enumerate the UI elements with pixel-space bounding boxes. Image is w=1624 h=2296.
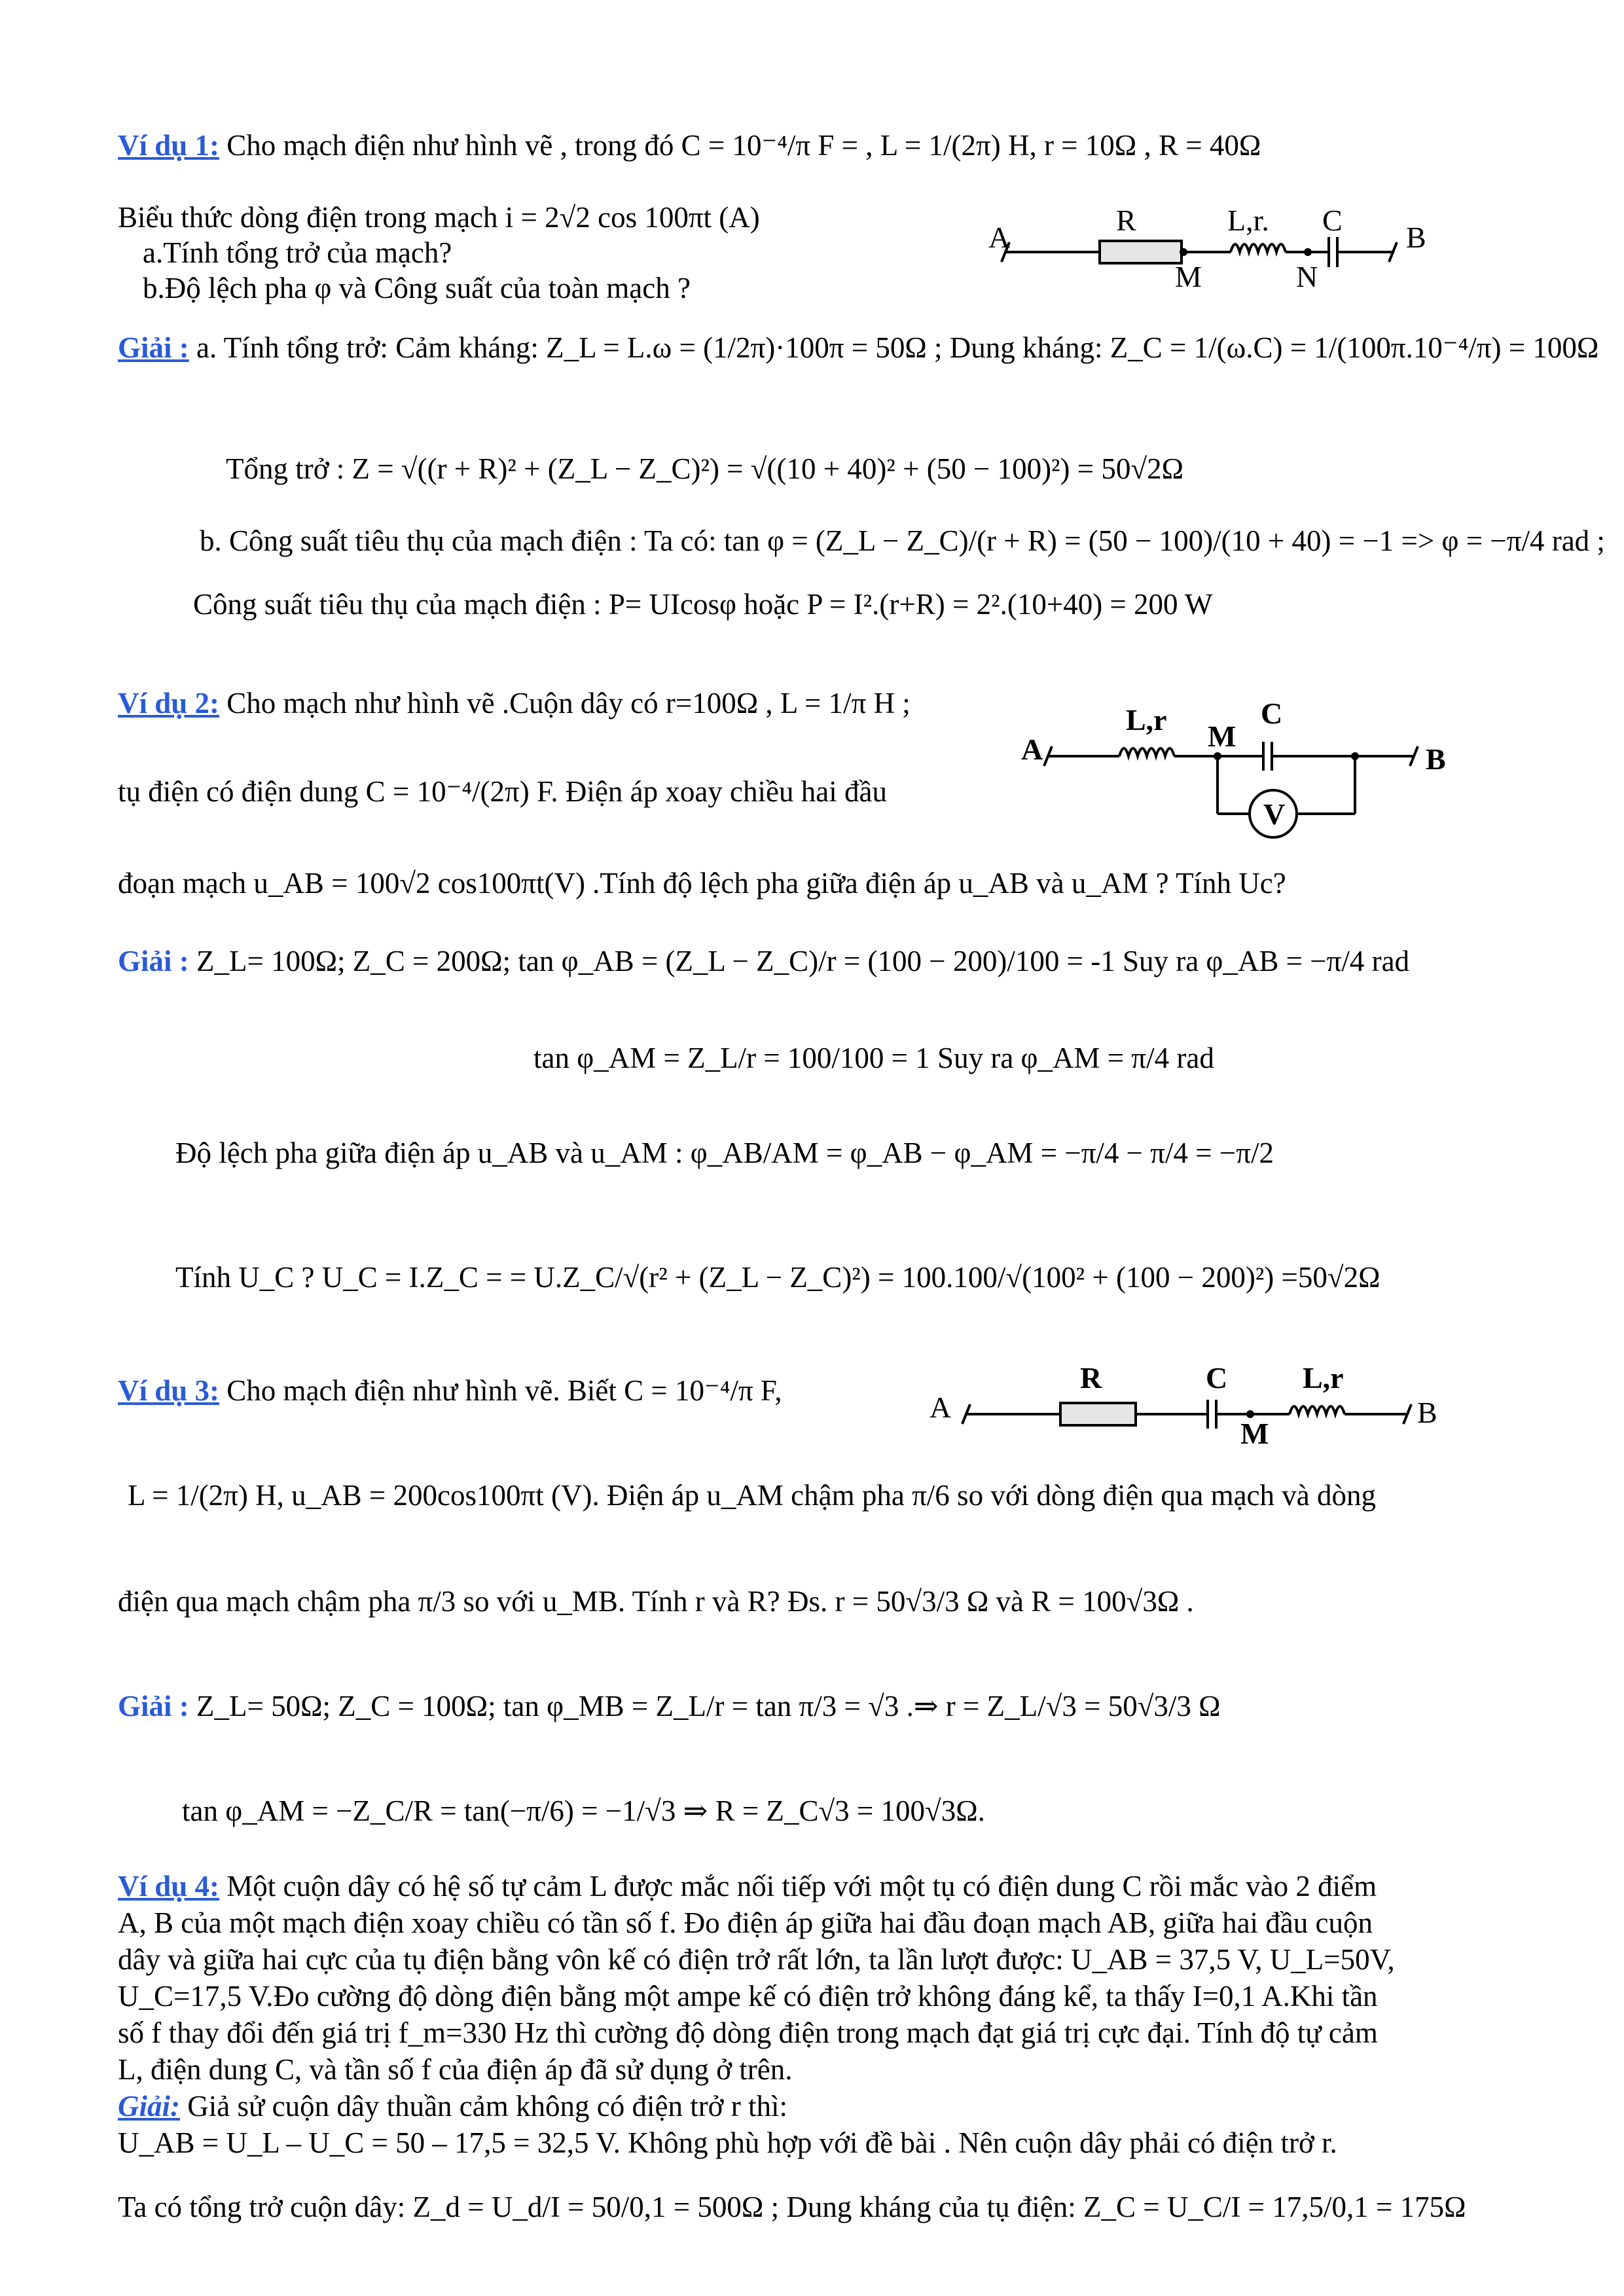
ex3-solution-1 [118, 1689, 1221, 1723]
ex2-solution-1-text: Z_L= 100Ω; Z_C = 200Ω; tan φ_AB = (Z_L − Z_C)/r = (100 − 200)/100 = -1 Suy ra φ_AB = −π/4 rad [196, 945, 1410, 977]
ex3-label-c: C [1206, 1361, 1228, 1394]
ex3-line1-text: Cho mạch điện như hình vẽ. Biết C = 10⁻⁴/π F, [226, 1374, 782, 1407]
ex4-s1 [118, 2089, 787, 2123]
ex2-line1 [118, 686, 911, 720]
ex1-circuit-diagram [975, 196, 1447, 301]
ex1-label-l: L,r. [1227, 204, 1269, 237]
ex1-node-n: N [1296, 260, 1318, 293]
ex2-line1-text: Cho mạch như hình vẽ .Cuộn dây có r=100Ω , L = 1/π H ; [226, 687, 911, 720]
ex2-solution-label: Giải : [118, 945, 189, 977]
ex2-solution-3: Độ lệch pha giữa điện áp u_AB và u_AM : φ_AB/AM = φ_AB − φ_AM = −π/4 − π/4 = −π/2 [175, 1137, 1274, 1169]
ex1-line1 [118, 128, 1261, 162]
ex4-p1 [118, 1869, 1377, 1903]
ex3-solution-2: tan φ_AM = −Z_C/R = tan(−π/6) = −1/√3 ⇒ R = Z_C√3 = 100√3Ω. [182, 1795, 985, 1827]
ex2-solution-2: tan φ_AM = Z_L/r = 100/100 = 1 Suy ra φ_AM = π/4 rad [533, 1042, 1214, 1074]
ex1-node-m: M [1175, 260, 1202, 293]
ex4-p4: U_C=17,5 V.Đo cường độ dòng điện bằng một ampe kế có điện trở không đáng kể, ta thấy I=0,1 A.Khi tần [118, 1980, 1378, 2013]
ex2-line2: tụ điện có điện dung C = 10⁻⁴/(2π) F. Điện áp xoay chiều hai đầu [118, 775, 887, 808]
ex1-node-a: A [988, 221, 1011, 254]
ex1-solution-b: b. Công suất tiêu thụ của mạch điện : Ta có: tan φ = (Z_L − Z_C)/(r + R) = (50 − 100)/(10 + 40) = −1 => φ = −π/4 rad ; [200, 524, 1605, 557]
ex4-label: Ví dụ 4: [118, 1870, 220, 1903]
ex1-solution-a [118, 331, 1598, 365]
ex3-line3: điện qua mạch chậm pha π/3 so với u_MB. Tính r và R? Đs. r = 50√3/3 Ω và R = 100√3Ω . [118, 1585, 1194, 1618]
ex1-power: Công suất tiêu thụ của mạch điện : P= UIcosφ hoặc P = I².(r+R) = 2².(10+40) = 200 W [193, 588, 1213, 621]
ex3-label: Ví dụ 3: [118, 1374, 220, 1407]
ex1-label: Ví dụ 1: [118, 129, 220, 162]
ex3-line2: L = 1/(2π) H, u_AB = 200cos100πt (V). Điện áp u_AM chậm pha π/6 so với dòng điện qua mạch và dòng [128, 1479, 1376, 1512]
ex2-solution-1 [118, 944, 1409, 978]
ex4-p5: số f thay đổi đến giá trị f_m=330 Hz thì cường độ dòng điện trong mạch đạt giá trị cực đại. Tính độ tự cảm [118, 2016, 1378, 2049]
ex3-node-b: B [1417, 1396, 1437, 1429]
ex1-total-impedance: Tổng trở : Z = √((r + R)² + (Z_L − Z_C)²) = √((10 + 40)² + (50 − 100)²) = 50√2Ω [226, 452, 1184, 485]
ex3-node-a: A [929, 1391, 952, 1424]
ex4-p3: dây và giữa hai cực của tụ điện bằng vôn kế có điện trở rất lớn, ta lần lượt được: U_AB = 37,5 V, U_L=50V, [118, 1943, 1395, 1976]
ex1-solution-label: Giải : [118, 331, 189, 364]
ex3-circuit-diagram [923, 1361, 1447, 1450]
ex2-label: Ví dụ 2: [118, 687, 220, 720]
ex4-p2: A, B của một mạch điện xoay chiều có tần số f. Đo điện áp giữa hai đầu đoạn mạch AB, giữa hai đầu cuộn [118, 1906, 1373, 1939]
ex1-current: Biểu thức dòng điện trong mạch i = 2√2 cos 100πt (A) [118, 201, 760, 234]
ex4-s1-text: Giả sử cuộn dây thuần cảm không có điện trở r thì: [187, 2090, 787, 2123]
ex2-solution-4: Tính U_C ? U_C = I.Z_C = = U.Z_C/√(r² + (Z_L − Z_C)²) = 100.100/√(100² + (100 − 200)²) =50√2Ω [175, 1261, 1380, 1294]
ex3-line1 [118, 1374, 782, 1408]
ex1-label-c: C [1322, 204, 1343, 237]
ex1-question-b: b.Độ lệch pha φ và Công suất của toàn mạch ? [143, 272, 691, 304]
ex1-question-a: a.Tính tổng trở của mạch? [143, 236, 452, 269]
ex1-label-r: R [1116, 204, 1136, 237]
ex2-node-b: B [1426, 742, 1446, 776]
ex3-label-l: L,r [1303, 1361, 1344, 1394]
ex1-solution-a-text: a. Tính tổng trở: Cảm kháng: Z_L = L.ω = (1/2π)·100π = 50Ω ; Dung kháng: Z_C = 1/(ω.C) = 1/(100π.10⁻⁴/π) = 100Ω [196, 331, 1599, 364]
ex4-s3: Ta có tổng trở cuộn dây: Z_d = U_d/I = 50/0,1 = 500Ω ; Dung kháng của tụ điện: Z_C = U_C/I = 17,5/0,1 = 175Ω [118, 2191, 1466, 2223]
ex2-node-a: A [1021, 733, 1043, 766]
ex4-solution-label: Giải: [118, 2090, 180, 2123]
ex4-s2: U_AB = U_L – U_C = 50 – 17,5 = 32,5 V. Không phù hợp với đề bài . Nên cuộn dây phải có điện trở r. [118, 2126, 1337, 2159]
ex2-label-l: L,r [1126, 703, 1167, 737]
ex4-p6: L, điện dung C, và tần số f của điện áp đã sử dụng ở trên. [118, 2053, 793, 2086]
ex1-node-b: B [1406, 221, 1426, 254]
ex1-intro: Cho mạch điện như hình vẽ , trong đó [226, 129, 674, 162]
ex3-solution-1-text: Z_L= 50Ω; Z_C = 100Ω; tan φ_MB = Z_L/r = tan π/3 = √3 .⇒ r = Z_L/√3 = 50√3/3 Ω [196, 1690, 1221, 1722]
ex4-p1-text: Một cuộn dây có hệ số tự cảm L được mắc nối tiếp với một tụ có điện dung C rồi mắc vào 2 điểm [226, 1870, 1377, 1903]
ex2-circuit-diagram [1021, 697, 1479, 861]
ex1-params: C = 10⁻⁴/π F = , L = 1/(2π) H, r = 10Ω , R = 40Ω [681, 129, 1261, 162]
ex2-voltmeter: V [1263, 797, 1286, 831]
ex2-line3: đoạn mạch u_AB = 100√2 cos100πt(V) .Tính độ lệch pha giữa điện áp u_AB và u_AM ? Tính Uc? [118, 867, 1286, 900]
ex3-solution-label: Giải : [118, 1690, 189, 1722]
ex3-label-r: R [1080, 1361, 1102, 1394]
ex3-node-m: M [1240, 1417, 1269, 1450]
ex2-label-c: C [1261, 697, 1283, 730]
ex2-node-m: M [1208, 720, 1236, 753]
